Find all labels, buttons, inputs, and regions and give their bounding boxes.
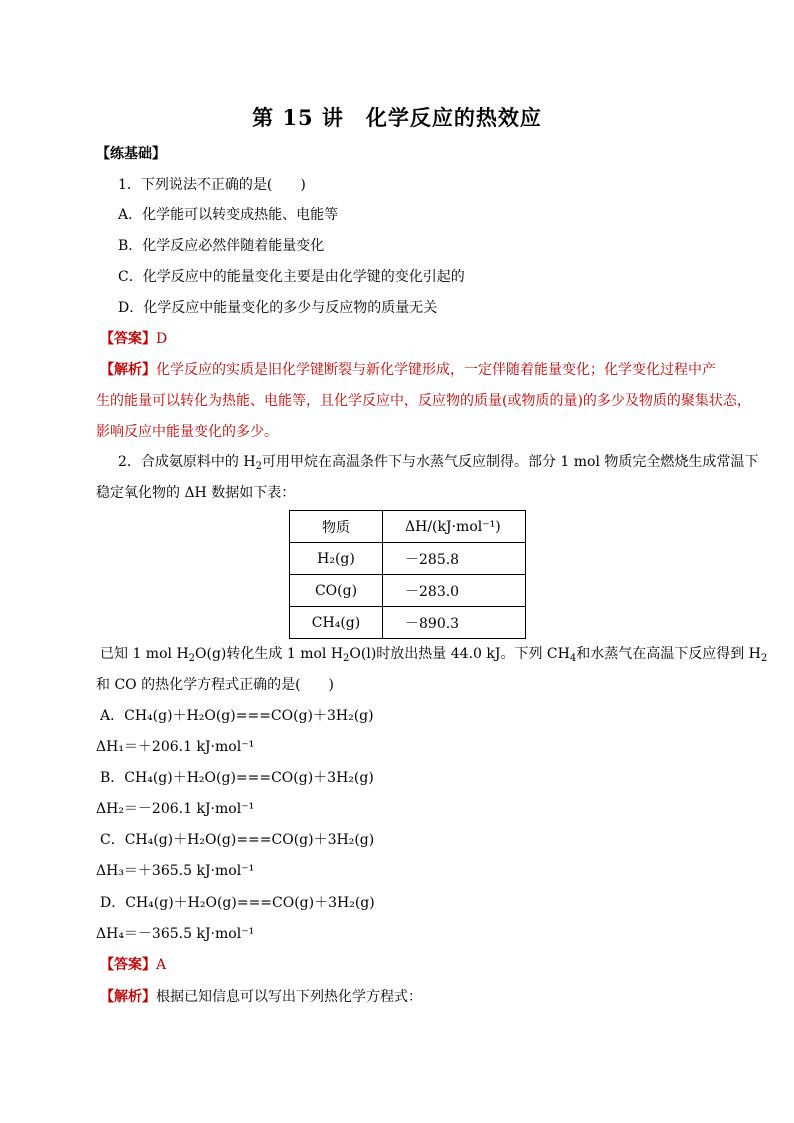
q2-option-a-equation: A．CH₄(g)＋H₂O(g)===CO(g)＋3H₂(g)	[100, 708, 374, 724]
q1-option-d: D．化学反应中能量变化的多少与反应物的质量无关	[118, 300, 438, 316]
equation: CH₄(g)＋H₂O(g)===CO(g)＋3H₂(g)	[125, 895, 375, 911]
enthalpy-table	[289, 510, 526, 639]
equation: CH₄(g)＋H₂O(g)===CO(g)＋3H₂(g)	[124, 832, 375, 848]
equation: CH₄(g)＋H₂O(g)===CO(g)＋3H₂(g)	[124, 708, 374, 724]
table-cell: CH₄(g)	[290, 607, 383, 639]
q1-analysis-line2: 生的能量可以转化为热能、电能等，且化学反应中，反应物的质量(或物质的量)的多少及物质的聚集状态，	[96, 393, 751, 409]
q2-option-b-equation: B．CH₄(g)＋H₂O(g)===CO(g)＋3H₂(g)	[100, 770, 374, 786]
q2-stem-line2: 稳定氧化物的 ΔH 数据如下表：	[96, 485, 296, 501]
q1-analysis-line1: 【解析】化学反应的实质是旧化学键断裂与新化学键形成，一定伴随着能量变化；化学变化过程中产	[100, 362, 716, 378]
table-header-row	[290, 511, 526, 543]
equation: CH₄(g)＋H₂O(g)===CO(g)＋3H₂(g)	[124, 770, 374, 786]
analysis-label: 【解析】	[100, 362, 156, 378]
table-row	[290, 575, 526, 607]
page-title: 第 15 讲 化学反应的热效应	[252, 105, 542, 130]
q2-option-c-dh: ΔH₃＝＋365.5 kJ·mol⁻¹	[96, 863, 255, 879]
table-cell: －890.3	[383, 607, 526, 639]
q1-option-c: C．化学反应中的能量变化主要是由化学键的变化引起的	[118, 269, 465, 285]
answer-label: 【答案】	[100, 331, 156, 347]
q2-option-b-dh: ΔH₂＝－206.1 kJ·mol⁻¹	[96, 801, 255, 817]
q2-option-c-equation: C．CH₄(g)＋H₂O(g)===CO(g)＋3H₂(g)	[100, 832, 375, 848]
q1-option-a: A．化学能可以转变成热能、电能等	[118, 207, 339, 223]
table-cell: －285.8	[383, 543, 526, 575]
section-label: 【练基础】	[96, 146, 166, 162]
answer-label: 【答案】	[100, 957, 156, 973]
table-cell: －283.0	[383, 575, 526, 607]
analysis-label: 【解析】	[100, 989, 156, 1005]
table-cell: H₂(g)	[290, 543, 383, 575]
q1-answer	[100, 329, 167, 349]
table-header-dh: ΔH/(kJ·mol⁻¹)	[383, 511, 526, 543]
q2-option-a-dh: ΔH₁＝＋206.1 kJ·mol⁻¹	[96, 739, 255, 755]
answer-value: D	[156, 331, 168, 347]
q2-stem-line1: 2．合成氨原料中的 $H_2$可用甲烷在高温条件下与水蒸气反应制得。部分 1 mol 物质完全燃烧生成常温下	[118, 454, 759, 472]
answer-value: A	[156, 957, 167, 973]
q1-analysis-line3: 影响反应中能量变化的多少。	[96, 424, 278, 440]
q2-option-d-dh: ΔH₄＝－365.5 kJ·mol⁻¹	[96, 926, 255, 942]
table-row	[290, 543, 526, 575]
q1-option-b: B．化学反应必然伴随着能量变化	[118, 238, 325, 254]
q2-answer	[100, 955, 166, 975]
q2-condition-line1: 已知 1 mol $H_2O(g)$转化生成 1 mol $H_2O(l)$时放出热量 44.0 kJ。下列 $CH_4$和水蒸气在高温下反应得到 $H_2$	[100, 646, 768, 664]
q2-condition-line2: 和 CO 的热化学方程式正确的是( )	[96, 677, 335, 693]
q1-stem: 1．下列说法不正确的是( )	[118, 177, 306, 193]
q2-option-d-equation: D．CH₄(g)＋H₂O(g)===CO(g)＋3H₂(g)	[100, 895, 375, 911]
table-header-substance: 物质	[290, 511, 383, 543]
table-cell: CO(g)	[290, 575, 383, 607]
q2-analysis: 【解析】根据已知信息可以写出下列热化学方程式：	[100, 989, 422, 1005]
table-row	[290, 607, 526, 639]
